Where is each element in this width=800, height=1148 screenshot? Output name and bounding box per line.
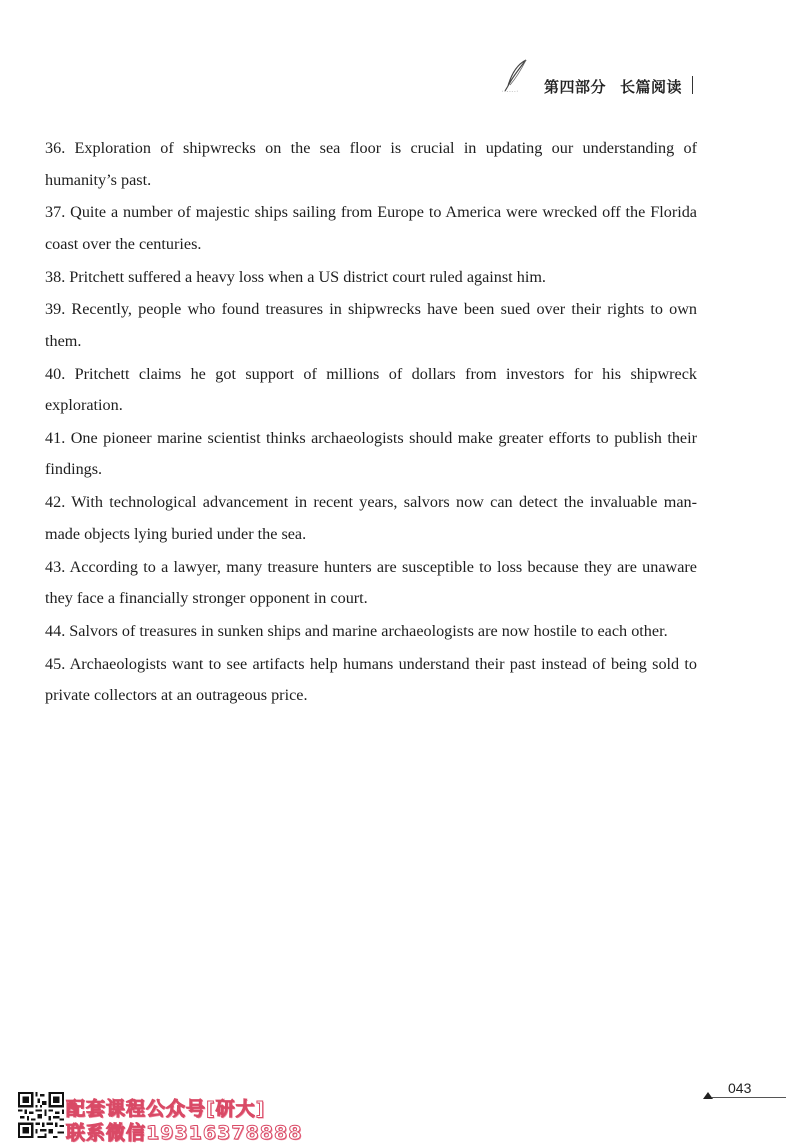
- question-39: 39. Recently, people who found treasures in shipwrecks have been sued over their rights to own them.: [45, 300, 697, 350]
- question-43: 43. According to a lawyer, many treasure hunters are susceptible to loss because they are unaware they face a financially stronger opponent in court.: [45, 557, 697, 608]
- question-list: [45, 133, 697, 713]
- question-40: 40. Pritchett claims he got support of millions of dollars from investors for his shipwreck exploration.: [45, 364, 697, 415]
- section-title: [544, 76, 682, 97]
- question-36: 36. Exploration of shipwrecks on the sea floor is crucial in updating our understanding of humanity’s past.: [45, 139, 697, 189]
- page-number-rule: [712, 1097, 786, 1098]
- question-41: 41. One pioneer marine scientist thinks archaeologists should make greater efforts to publish their findings.: [45, 428, 697, 479]
- question-44: 44. Salvors of treasures in sunken ships and marine archaeologists are now hostile to each other.: [45, 621, 668, 640]
- qr-code-icon: [18, 1092, 64, 1138]
- promo-line-1: 配套课程公众号[研大]: [66, 1098, 266, 1120]
- part-label: 第四部分: [544, 78, 607, 96]
- page-header: [496, 58, 706, 98]
- question-42: 42. With technological advancement in recent years, salvors now can detect the invaluable man-made objects lying buried under the sea.: [45, 493, 697, 543]
- header-divider: [692, 76, 693, 94]
- question-38: 38. Pritchett suffered a heavy loss when a US district court ruled against him.: [45, 267, 546, 286]
- question-37: 37. Quite a number of majestic ships sailing from Europe to America were wrecked off the Florida coast over the centuries.: [45, 203, 697, 253]
- promo-line-2: 联系微信19316378888: [66, 1122, 303, 1144]
- section-name: 长篇阅读: [620, 78, 683, 96]
- page-number: 043: [728, 1080, 752, 1096]
- question-45: 45. Archaeologists want to see artifacts help humans understand their past instead of being sold to private collectors at an outrageous price.: [45, 654, 697, 705]
- feather-quill-icon: [500, 58, 532, 94]
- page-footer: [0, 1072, 800, 1148]
